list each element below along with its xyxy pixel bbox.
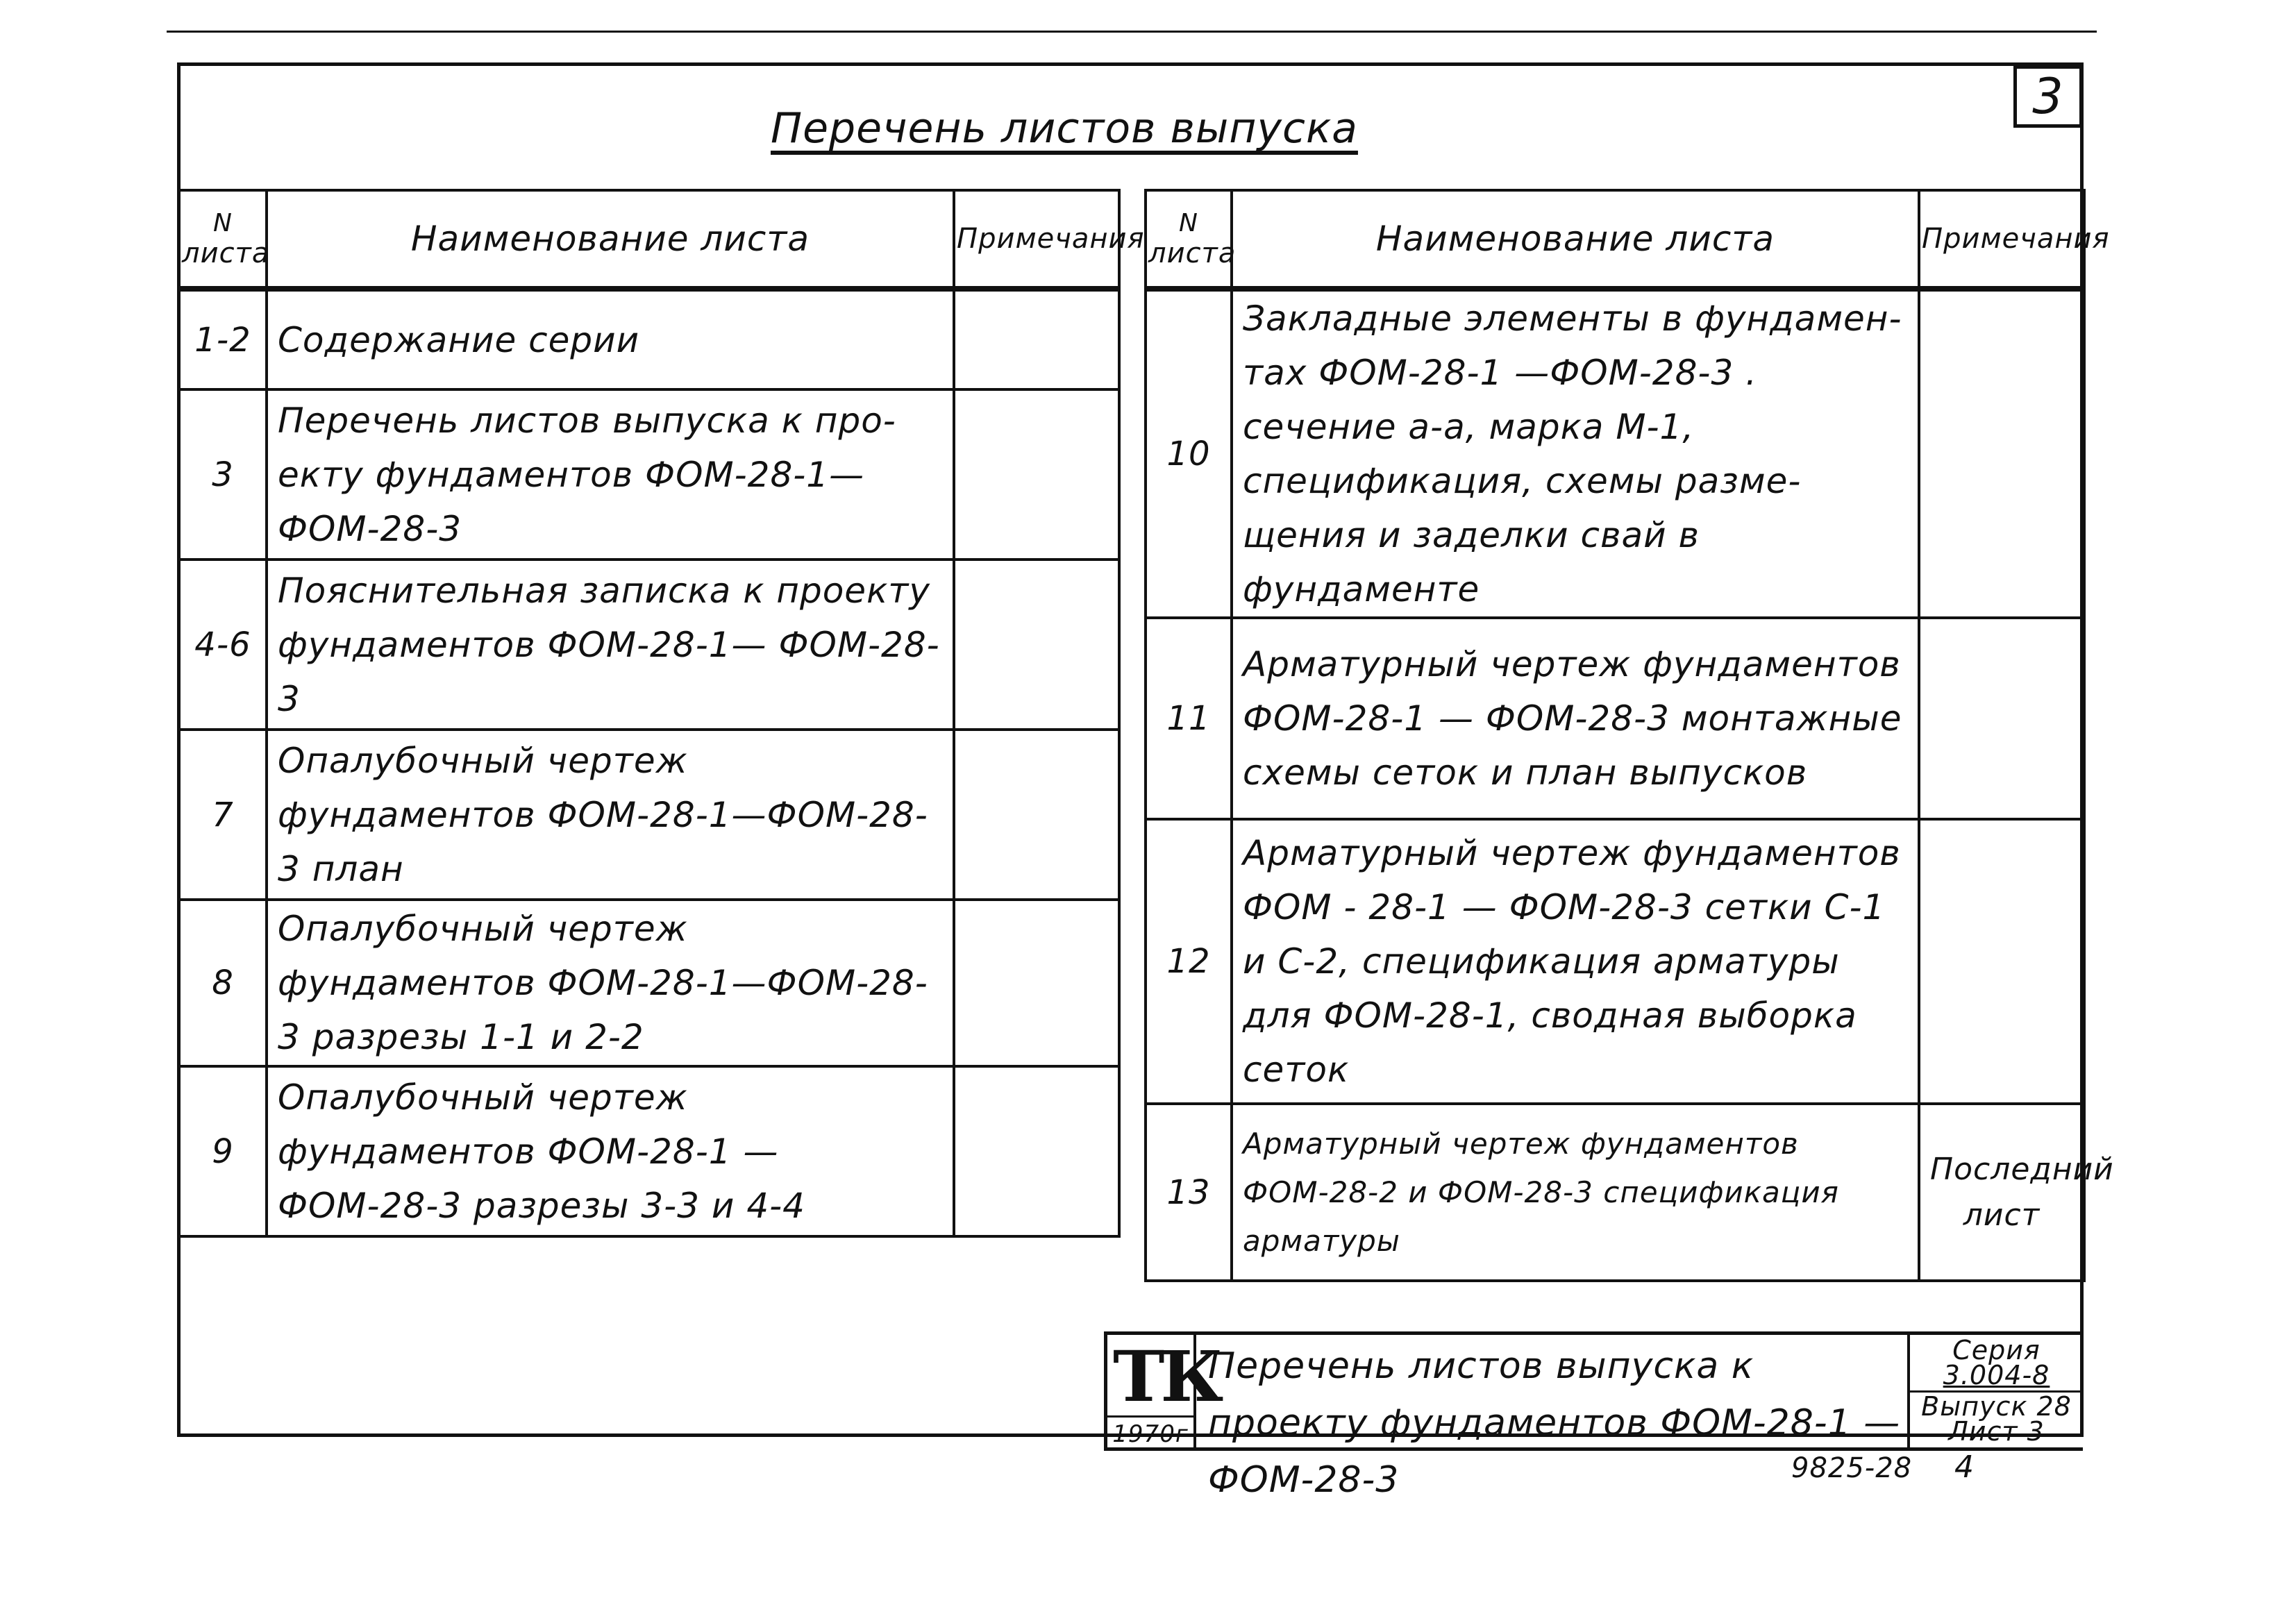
page-title: Перечень листов выпуска (771, 104, 1358, 153)
number-column-header: N листа (179, 190, 267, 289)
left-sheet-table (178, 189, 1145, 1238)
notes-column-header: Примечания (1919, 190, 2084, 289)
table-row (179, 289, 1119, 389)
series-cell (1907, 1335, 2083, 1447)
sheet-name: Опалубочный чертеж фундаментов ФОМ-28-1—ФОМ-28-3 разрезы 1-1 и 2-2 (267, 900, 954, 1066)
notes-column-header: Примечания (954, 190, 1119, 289)
page-number-box (2013, 65, 2083, 128)
sheet-name: Опалубочный чертеж фундаментов ФОМ-28-1—ФОМ-28-3 план (267, 730, 954, 900)
table-row (1146, 1104, 2084, 1281)
series-value: 3.004-8 (1943, 1360, 2050, 1390)
series-label: Серия (1952, 1335, 2041, 1365)
sheet-number: 7 (179, 730, 267, 900)
table-row (179, 900, 1119, 1066)
table-row (179, 560, 1119, 730)
trim-line (167, 31, 2097, 33)
archive-code: 9825-28 (1791, 1452, 1913, 1484)
stamp-description: Перечень листов выпуска к проекту фундаментов ФОМ-28-1 — ФОМ-28-3 (1208, 1345, 1901, 1501)
sheet-note (1919, 289, 2084, 618)
sheet-name: Закладные элементы в фундамен- тах ФОМ-28-1 —ФОМ-28-3 . сечение а-а, марка М-1, спецификация, схемы разме- щения и заделки свай в фундаменте (1232, 289, 1919, 618)
name-column-header: Наименование листа (267, 190, 954, 289)
sheet-number: 9 (179, 1066, 267, 1236)
number-column-header: N листа (1146, 190, 1232, 289)
table-row (179, 730, 1119, 900)
sheet-name: Арматурный чертеж фундаментов ФОМ - 28-1 — ФОМ-28-3 сетки С-1 и С-2, спецификация арматуры для ФОМ-28-1, сводная выборка сеток (1232, 819, 1919, 1104)
sheet-name: Арматурный чертеж фундаментов ФОМ-28-2 и ФОМ-28-3 спецификация арматуры (1232, 1104, 1919, 1281)
table-header-row (179, 190, 1119, 289)
sheet-note (954, 900, 1119, 1066)
sheet-number: 3 (179, 389, 267, 560)
sheet-note (954, 730, 1119, 900)
sheet-name: Арматурный чертеж фундаментов ФОМ-28-1 — ФОМ-28-3 монтажные схемы сеток и план выпусков (1232, 618, 1919, 819)
sheet-label: Лист 3 (1948, 1416, 2045, 1447)
table-row (179, 389, 1119, 560)
table-header-row (1146, 190, 2084, 289)
name-column-header: Наименование листа (1232, 190, 1919, 289)
table-row (1146, 819, 2084, 1104)
table-row (179, 1066, 1119, 1236)
sheet-note (954, 1066, 1119, 1236)
sheet-number: 8 (179, 900, 267, 1066)
sheet-note: Последний лист (1919, 1104, 2084, 1281)
footer-page: 4 (1954, 1449, 1975, 1485)
sheet-name: Содержание серии (267, 289, 954, 389)
issue-label: Выпуск 28 (1921, 1391, 2072, 1422)
right-sheet-table (1144, 189, 2114, 1282)
sheet-number: 13 (1146, 1104, 1232, 1281)
sheet-name: Опалубочный чертеж фундаментов ФОМ-28-1 — ФОМ-28-3 разрезы 3-3 и 4-4 (267, 1066, 954, 1236)
sheet-number: 11 (1146, 618, 1232, 819)
sheet-note (954, 289, 1119, 389)
sheet-name: Пояснительная записка к проекту фундаментов ФОМ-28-1— ФОМ-28-3 (267, 560, 954, 730)
sheet-number: 4-6 (179, 560, 267, 730)
sheet-number: 1-2 (179, 289, 267, 389)
year: 1970г (1107, 1415, 1193, 1448)
table-row (1146, 618, 2084, 819)
tk-logo: ТК (1113, 1336, 1220, 1418)
table-row (1146, 289, 2084, 618)
sheet-note (954, 389, 1119, 560)
page-number: 3 (2032, 68, 2064, 125)
sheet-note (1919, 618, 2084, 819)
sheet-name: Перечень листов выпуска к про- екту фундаментов ФОМ-28-1—ФОМ-28-3 (267, 389, 954, 560)
sheet-note (954, 560, 1119, 730)
logo-cell (1107, 1335, 1220, 1448)
sheet-number: 12 (1146, 819, 1232, 1104)
sheet-number: 10 (1146, 289, 1232, 618)
sheet-note (1919, 819, 2084, 1104)
